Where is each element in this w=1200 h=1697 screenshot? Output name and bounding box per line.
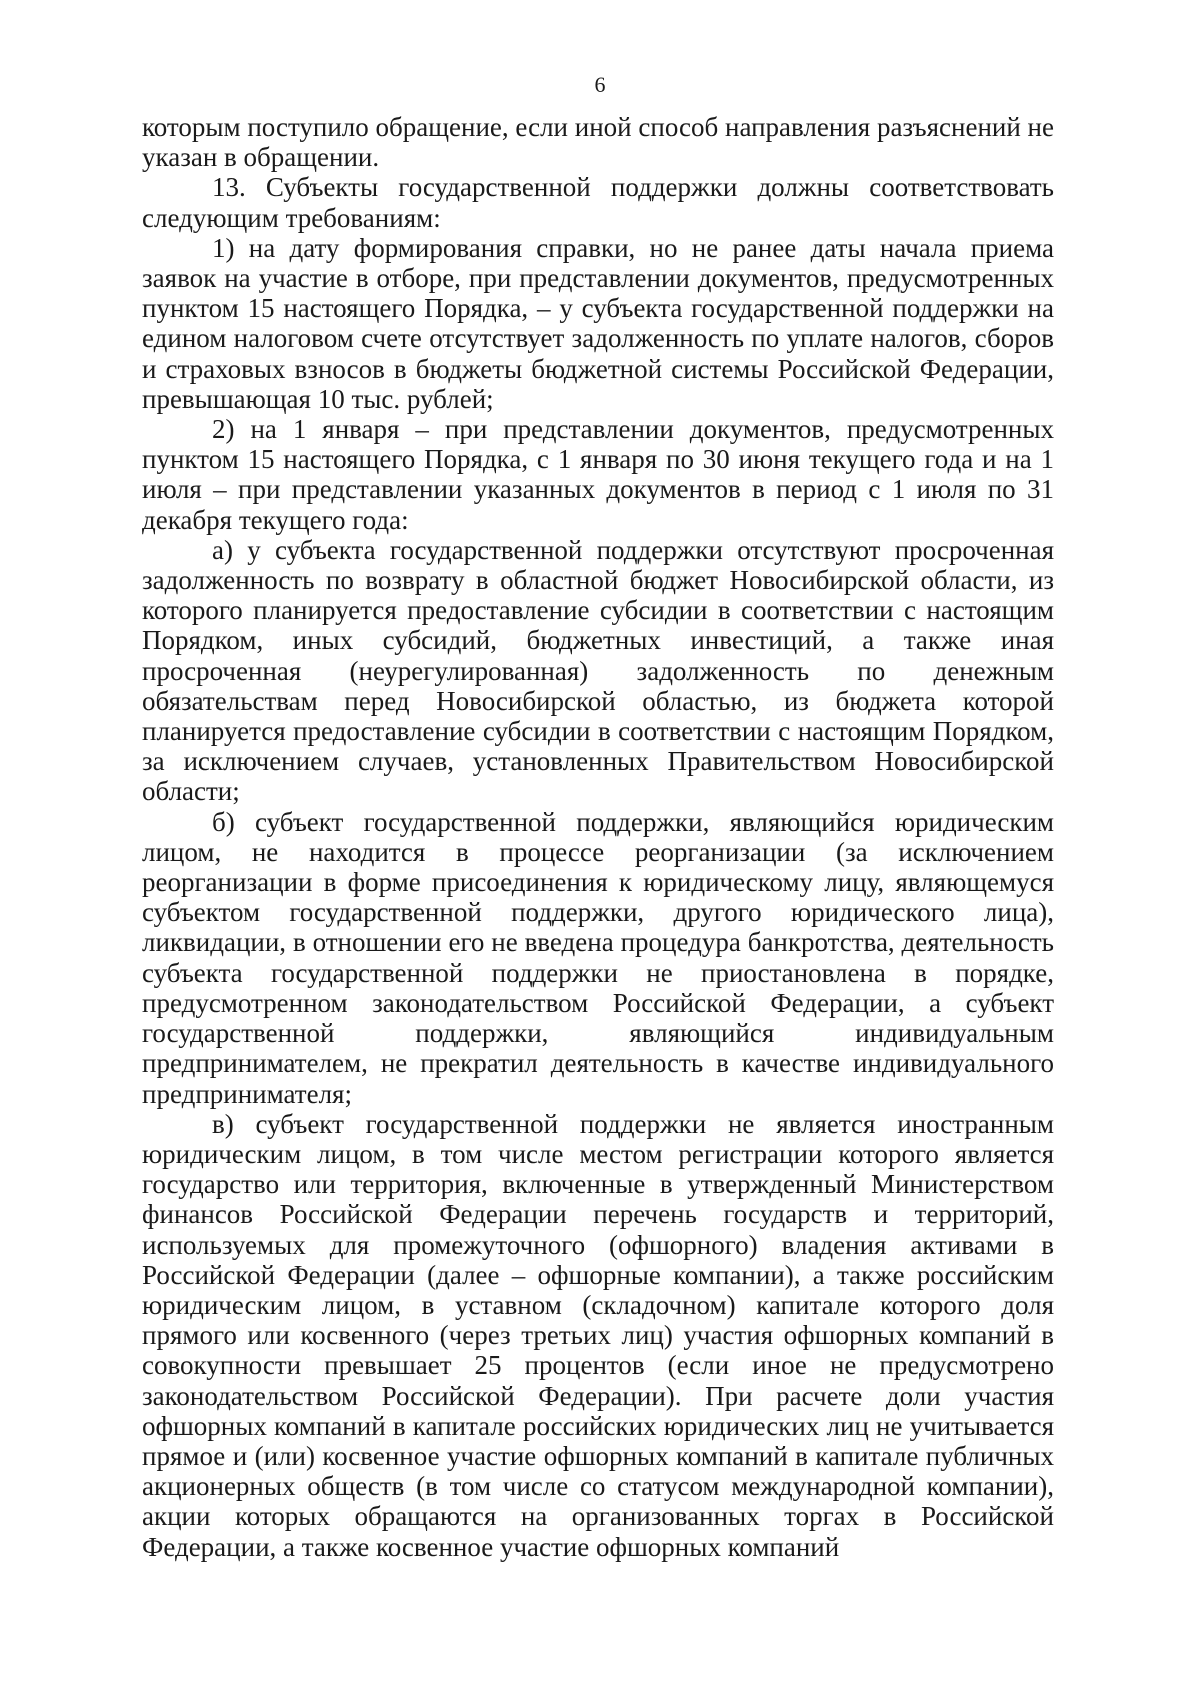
paragraph-subitem-a: а) у субъекта государственной поддержки отсутствуют просроченная задолженность по возврату в областной бюджет Новосибирской области, из которого планируется предоставление субсидии в соответствии с настоящим Порядком, иных субсидий, бюджетных инвестиций, а также иная просроченная (неурегулированная) задолженность по денежным обязательствам перед Новосибирской областью, из бюджета которой планируется предоставление субсидии в соответствии с настоящим Порядком, за исключением случаев, установленных Правительством Новосибирской области; (142, 534, 1054, 807)
paragraph-subitem-2: 2) на 1 января – при представлении документов, предусмотренных пунктом 15 настоящего Порядка, с 1 января по 30 июня текущего года и на 1 июля – при представлении указанных документов в период с 1 июля по 31 декабря текущего года: (142, 414, 1054, 535)
paragraph-continuation: которым поступило обращение, если иной способ направления разъяснений не указан в обращении. (142, 112, 1054, 173)
page-number: 6 (594, 72, 606, 97)
paragraph-subitem-b: б) субъект государственной поддержки, являющийся юридическим лицом, не находится в процессе реорганизации (за исключением реорганизации в форме присоединения к юридическому лицу, являющемуся субъектом государственной поддержки, другого юридического лица), ликвидации, в отношении его не введена процедура банкротства, деятельность субъекта государственной поддержки не приостановлена в порядке, предусмотренном законодательством Российской Федерации, а субъект государственной поддержки, являющийся индивидуальным предпринимателем, не прекратил деятельность в качестве индивидуального предпринимателя; (142, 806, 1054, 1109)
paragraph-item-13: 13. Субъекты государственной поддержки должны соответствовать следующим требованиям: (142, 172, 1054, 233)
document-body (142, 112, 1054, 1562)
paragraph-subitem-1: 1) на дату формирования справки, но не ранее даты начала приема заявок на участие в отборе, при представлении документов, предусмотренных пунктом 15 настоящего Порядка, – у субъекта государственной поддержки на едином налоговом счете отсутствует задолженность по уплате налогов, сборов и страховых взносов в бюджеты бюджетной системы Российской Федерации, превышающая 10 тыс. рублей; (142, 232, 1054, 414)
paragraph-subitem-v: в) субъект государственной поддержки не является иностранным юридическим лицом, в том числе местом регистрации которого является государство или территория, включенные в утвержденный Министерством финансов Российской Федерации перечень государств и территорий, используемых для промежуточного (офшорного) владения активами в Российской Федерации (далее – офшорные компании), а также российским юридическим лицом, в уставном (складочном) капитале которого доля прямого или косвенного (через третьих лиц) участия офшорных компаний в совокупности превышает 25 процентов (если иное не предусмотрено законодательством Российской Федерации). При расчете доли участия офшорных компаний в капитале российских юридических лиц не учитывается прямое и (или) косвенное участие офшорных компаний в капитале публичных акционерных обществ (в том числе со статусом международной компании), акции которых обращаются на организованных торгах в Российской Федерации, а также косвенное участие офшорных компаний (142, 1108, 1054, 1562)
